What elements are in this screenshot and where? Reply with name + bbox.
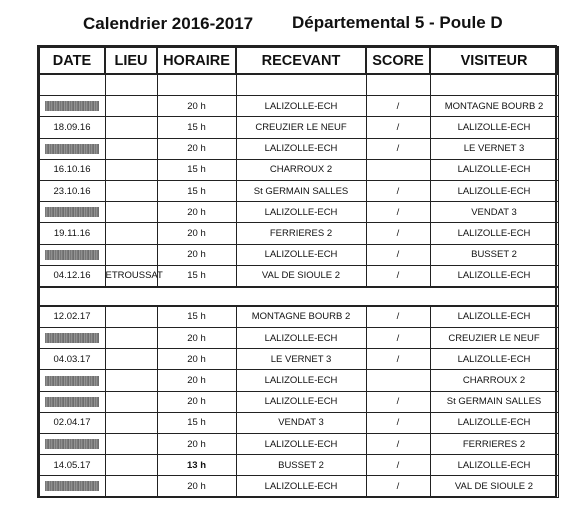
table-row [39, 265, 558, 287]
cell-lieu [105, 370, 157, 391]
cell-lieu [105, 180, 157, 201]
cell-recevant: BUSSET 2 [236, 455, 366, 476]
cell-recevant: MONTAGNE BOURB 2 [236, 306, 366, 328]
cell-recevant: LALIZOLLE-ECH [236, 370, 366, 391]
cell-horaire: 20 h [157, 223, 236, 244]
cell-visiteur: LALIZOLLE-ECH [430, 455, 558, 476]
cell-horaire: 15 h [157, 412, 236, 433]
cell-horaire: 15 h [157, 117, 236, 138]
cell-score: / [366, 328, 430, 349]
cell-lieu [105, 328, 157, 349]
cell-date: 23.10.16 [39, 180, 105, 201]
table-row [39, 391, 558, 412]
cell-horaire: 20 h [157, 391, 236, 412]
col-header-lieu: LIEU [105, 47, 157, 74]
cell-visiteur: VAL DE SIOULE 2 [430, 476, 558, 497]
cell-lieu [105, 223, 157, 244]
cell-date: 18.09.16 [39, 117, 105, 138]
table-row [39, 180, 558, 201]
cell-date [39, 244, 105, 265]
obscured-date-mark [45, 207, 99, 217]
cell-horaire: 15 h [157, 159, 236, 180]
cell-visiteur: LE VERNET 3 [430, 138, 558, 159]
cell-visiteur: BUSSET 2 [430, 244, 558, 265]
cell-recevant: LALIZOLLE-ECH [236, 391, 366, 412]
cell-date [39, 328, 105, 349]
spacer-row [39, 74, 558, 96]
cell-lieu [105, 412, 157, 433]
cell-visiteur: CREUZIER LE NEUF [430, 328, 558, 349]
cell-score: / [366, 96, 430, 117]
cell-visiteur: VENDAT 3 [430, 202, 558, 223]
cell-lieu [105, 244, 157, 265]
cell-lieu [105, 96, 157, 117]
cell-horaire: 20 h [157, 244, 236, 265]
table-row [39, 117, 558, 138]
cell-date: 02.04.17 [39, 412, 105, 433]
cell-recevant: LALIZOLLE-ECH [236, 138, 366, 159]
cell-date [39, 96, 105, 117]
table-row [39, 306, 558, 328]
cell-lieu [105, 391, 157, 412]
cell-horaire: 15 h [157, 306, 236, 328]
half-separator-row [39, 287, 558, 306]
cell-visiteur: CHARROUX 2 [430, 370, 558, 391]
table-row [39, 328, 558, 349]
cell-date [39, 370, 105, 391]
cell-horaire: 20 h [157, 370, 236, 391]
cell-horaire: 20 h [157, 476, 236, 497]
cell-horaire: 13 h [157, 455, 236, 476]
cell-score: / [366, 434, 430, 455]
cell-recevant: CHARROUX 2 [236, 159, 366, 180]
cell-horaire: 20 h [157, 96, 236, 117]
cell-lieu: ETROUSSAT [105, 265, 157, 287]
cell-date: 12.02.17 [39, 306, 105, 328]
cell-horaire: 20 h [157, 202, 236, 223]
cell-date [39, 202, 105, 223]
cell-date: 16.10.16 [39, 159, 105, 180]
schedule-table [38, 46, 559, 498]
table-row [39, 244, 558, 265]
cell-score: / [366, 306, 430, 328]
cell-visiteur: LALIZOLLE-ECH [430, 349, 558, 370]
cell-lieu [105, 476, 157, 497]
cell-recevant: LALIZOLLE-ECH [236, 476, 366, 497]
obscured-date-mark [45, 376, 99, 386]
cell-score: / [366, 265, 430, 287]
cell-score: / [366, 202, 430, 223]
col-header-score: SCORE [366, 47, 430, 74]
cell-date [39, 476, 105, 497]
cell-visiteur: MONTAGNE BOURB 2 [430, 96, 558, 117]
cell-visiteur: LALIZOLLE-ECH [430, 117, 558, 138]
cell-recevant: VAL DE SIOULE 2 [236, 265, 366, 287]
cell-recevant: LE VERNET 3 [236, 349, 366, 370]
cell-date: 04.12.16 [39, 265, 105, 287]
season-title: Calendrier 2016-2017 [83, 14, 254, 33]
col-header-visiteur: VISITEUR [430, 47, 558, 74]
cell-horaire: 15 h [157, 180, 236, 201]
cell-lieu [105, 202, 157, 223]
cell-score: / [366, 455, 430, 476]
cell-recevant: LALIZOLLE-ECH [236, 202, 366, 223]
table-row [39, 476, 558, 497]
cell-horaire: 20 h [157, 328, 236, 349]
col-header-recevant: RECEVANT [236, 47, 366, 74]
cell-visiteur: LALIZOLLE-ECH [430, 306, 558, 328]
obscured-date-mark [45, 250, 99, 260]
table-row [39, 434, 558, 455]
table-row [39, 370, 558, 391]
table-row [39, 223, 558, 244]
col-header-horaire: HORAIRE [157, 47, 236, 74]
table-row [39, 455, 558, 476]
table-row [39, 138, 558, 159]
cell-horaire: 20 h [157, 138, 236, 159]
cell-visiteur: LALIZOLLE-ECH [430, 412, 558, 433]
cell-recevant: LALIZOLLE-ECH [236, 434, 366, 455]
obscured-date-mark [45, 333, 99, 343]
cell-lieu [105, 434, 157, 455]
cell-horaire: 15 h [157, 265, 236, 287]
obscured-date-mark [45, 144, 99, 154]
cell-score [366, 159, 430, 180]
table-row [39, 159, 558, 180]
cell-recevant: LALIZOLLE-ECH [236, 328, 366, 349]
cell-visiteur: FERRIERES 2 [430, 434, 558, 455]
schedule-body [39, 74, 558, 497]
cell-score: / [366, 412, 430, 433]
cell-score [366, 370, 430, 391]
cell-score: / [366, 476, 430, 497]
table-row [39, 96, 558, 117]
cell-score: / [366, 180, 430, 201]
obscured-date-mark [45, 439, 99, 449]
cell-lieu [105, 159, 157, 180]
cell-date [39, 434, 105, 455]
cell-lieu [105, 349, 157, 370]
cell-visiteur: LALIZOLLE-ECH [430, 223, 558, 244]
cell-score: / [366, 138, 430, 159]
cell-horaire: 20 h [157, 349, 236, 370]
cell-recevant: LALIZOLLE-ECH [236, 96, 366, 117]
header-row [39, 47, 558, 74]
cell-score: / [366, 117, 430, 138]
cell-date: 04.03.17 [39, 349, 105, 370]
table-row [39, 202, 558, 223]
cell-lieu [105, 306, 157, 328]
cell-lieu [105, 117, 157, 138]
cell-date: 14.05.17 [39, 455, 105, 476]
cell-recevant: CREUZIER LE NEUF [236, 117, 366, 138]
obscured-date-mark [45, 101, 99, 111]
cell-visiteur: LALIZOLLE-ECH [430, 265, 558, 287]
document-title [0, 10, 579, 36]
table-row [39, 412, 558, 433]
table-row [39, 349, 558, 370]
cell-score: / [366, 349, 430, 370]
cell-score: / [366, 223, 430, 244]
cell-date [39, 138, 105, 159]
cell-visiteur: St GERMAIN SALLES [430, 391, 558, 412]
cell-score: / [366, 391, 430, 412]
division-title: Départemental 5 - Poule D [292, 13, 503, 32]
cell-horaire: 20 h [157, 434, 236, 455]
obscured-date-mark [45, 481, 99, 491]
cell-date: 19.11.16 [39, 223, 105, 244]
cell-visiteur: LALIZOLLE-ECH [430, 180, 558, 201]
obscured-date-mark [45, 397, 99, 407]
cell-recevant: LALIZOLLE-ECH [236, 244, 366, 265]
cell-recevant: VENDAT 3 [236, 412, 366, 433]
cell-recevant: St GERMAIN SALLES [236, 180, 366, 201]
col-header-date: DATE [39, 47, 105, 74]
cell-score: / [366, 244, 430, 265]
cell-lieu [105, 138, 157, 159]
cell-recevant: FERRIERES 2 [236, 223, 366, 244]
cell-date [39, 391, 105, 412]
cell-lieu [105, 455, 157, 476]
cell-visiteur: LALIZOLLE-ECH [430, 159, 558, 180]
